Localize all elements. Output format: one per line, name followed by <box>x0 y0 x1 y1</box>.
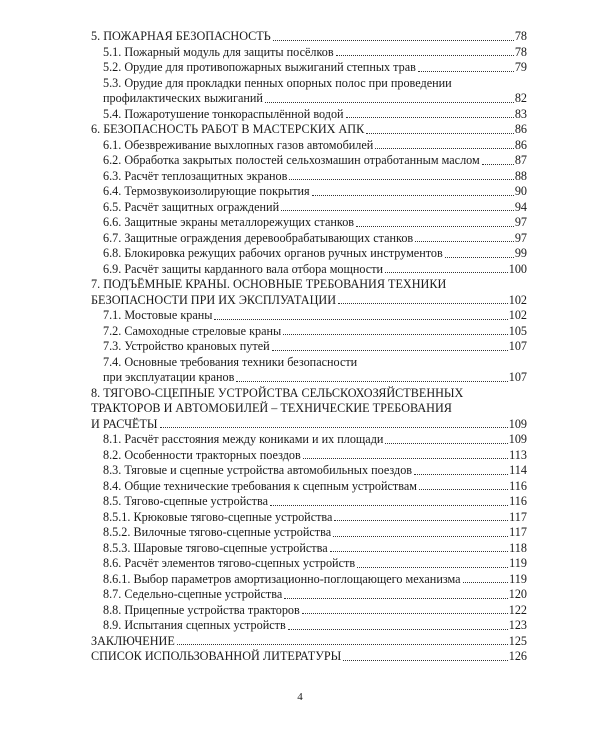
toc-section[interactable] <box>91 169 527 185</box>
toc-entry-title-line: 6.3. Расчёт теплозащитных экранов <box>103 168 288 183</box>
toc-page-number: 86 <box>514 137 527 152</box>
toc-chapter[interactable] <box>91 386 527 433</box>
toc-chapter[interactable] <box>91 277 527 308</box>
dot-leader <box>281 210 514 211</box>
toc-section[interactable] <box>91 494 527 510</box>
toc-section[interactable] <box>91 324 527 340</box>
toc-entry-title-line: 8.6.1. Выбор параметров амортизационно-поглощающего механизма <box>103 571 461 586</box>
dot-leader <box>303 458 508 459</box>
dot-leader <box>385 443 507 444</box>
toc-section[interactable] <box>91 339 527 355</box>
toc-entry-title-line: 6.8. Блокировка режущих рабочих органов ручных инструментов <box>103 246 443 260</box>
toc-page-number: 117 <box>509 525 527 539</box>
dot-leader <box>338 303 508 304</box>
dot-leader <box>343 660 507 661</box>
dot-leader <box>445 257 514 258</box>
toc-page-number: 90 <box>514 184 527 198</box>
toc-page-number: 109 <box>508 432 527 446</box>
toc-entry-title-line: 5.3. Орудие для прокладки пенных опорных полос при проведении <box>103 75 452 90</box>
toc-entry-title-line: 8. ТЯГОВО-СЦЕПНЫЕ УСТРОЙСТВА СЕЛЬСКОХОЗЯЙСТВЕННЫХ <box>91 385 464 400</box>
toc-entry-title-line: 7.2. Самоходные стреловые краны <box>103 323 282 338</box>
toc-entry-title-line: при эксплуатации кранов <box>103 370 235 384</box>
toc-entry-title-line: ЗАКЛЮЧЕНИЕ <box>91 633 175 648</box>
dot-leader <box>336 55 514 56</box>
toc-page-number: 116 <box>509 494 527 508</box>
toc-entry-title-line: 7.4. Основные требования техники безопасности <box>103 354 358 369</box>
toc-entry-title-line: 6.4. Термозвукоизолирующие покрытия <box>103 184 310 198</box>
dot-leader <box>415 241 514 242</box>
toc-section[interactable] <box>91 60 527 76</box>
toc-entry-title-line: 8.5.1. Крюковые тягово-сцепные устройства <box>103 509 333 524</box>
toc-section[interactable] <box>91 448 527 464</box>
dot-leader <box>272 350 508 351</box>
dot-leader <box>236 381 507 382</box>
toc-entry-title-line: 8.8. Прицепные устройства тракторов <box>103 602 300 617</box>
dot-leader <box>283 334 508 335</box>
toc-section[interactable] <box>91 603 527 619</box>
toc-entry-title-line: 5.1. Пожарный модуль для защиты посёлков <box>103 44 334 59</box>
toc-section[interactable] <box>91 184 527 200</box>
toc-page-number: 83 <box>514 106 527 121</box>
toc-page-number: 119 <box>509 571 527 586</box>
dot-leader <box>330 551 509 552</box>
toc-page-number: 126 <box>508 649 527 663</box>
dot-leader <box>270 505 508 506</box>
toc-page-number: 123 <box>508 618 527 632</box>
toc-section[interactable] <box>91 107 527 123</box>
page-number: 4 <box>297 691 303 703</box>
toc-entry-title-line: 7.3. Устройство крановых путей <box>103 339 270 353</box>
toc-entry-title-line: 8.4. Общие технические требования к сцепным устройствам <box>103 478 417 493</box>
toc-page-number: 102 <box>508 292 527 307</box>
dot-leader <box>273 40 514 41</box>
dot-leader <box>177 644 508 645</box>
toc-section[interactable] <box>91 479 527 495</box>
toc-page-number: 105 <box>508 323 527 338</box>
toc-entry-title-line: 8.5.3. Шаровые тягово-сцепные устройства <box>103 540 328 555</box>
table-of-contents <box>91 29 527 665</box>
toc-page-number: 118 <box>509 540 527 555</box>
toc-entry-title-line: 6.5. Расчёт защитных ограждений <box>103 199 280 214</box>
toc-section[interactable] <box>91 246 527 262</box>
toc-page-number: 97 <box>514 230 527 245</box>
toc-entry-title-line: ТРАКТОРОВ И АВТОМОБИЛЕЙ – ТЕХНИЧЕСКИЕ ТРЕБОВАНИЯ <box>91 401 452 415</box>
toc-section[interactable] <box>91 138 527 154</box>
toc-entry-title-line: 8.2. Особенности тракторных поездов <box>103 447 301 462</box>
toc-chapter[interactable] <box>91 29 527 45</box>
toc-page-number: 107 <box>508 339 527 353</box>
toc-section[interactable] <box>91 541 527 557</box>
toc-section[interactable] <box>91 153 527 169</box>
dot-leader <box>333 536 508 537</box>
toc-chapter[interactable] <box>91 649 527 665</box>
toc-page-number: 86 <box>514 122 527 136</box>
dot-leader <box>288 629 508 630</box>
toc-page-number: 87 <box>514 153 527 167</box>
toc-entry-title-line: 6.7. Защитные ограждения деревообрабатывающих станков <box>103 230 414 245</box>
toc-entry-title-line: 8.9. Испытания сцепных устройств <box>103 618 286 632</box>
toc-page-number: 100 <box>508 261 527 276</box>
toc-entry-title-line: 8.5.2. Вилочные тягово-сцепные устройства <box>103 525 332 539</box>
toc-section[interactable] <box>91 463 527 479</box>
dot-leader <box>482 164 514 165</box>
dot-leader <box>414 474 508 475</box>
toc-page-number: 99 <box>514 246 527 260</box>
toc-section[interactable] <box>91 618 527 634</box>
toc-page-number: 79 <box>514 60 527 74</box>
toc-entry-title-line: 6.9. Расчёт защиты карданного вала отбора мощности <box>103 261 384 276</box>
dot-leader <box>312 195 514 196</box>
dot-leader <box>463 582 509 583</box>
toc-section[interactable] <box>91 587 527 603</box>
dot-leader <box>214 319 507 320</box>
toc-section[interactable] <box>91 572 527 588</box>
toc-page-number: 94 <box>514 199 527 214</box>
dot-leader <box>366 133 514 134</box>
toc-page-number: 97 <box>514 215 527 229</box>
toc-section[interactable] <box>91 432 527 448</box>
dot-leader <box>419 489 508 490</box>
toc-section[interactable] <box>91 231 527 247</box>
toc-entry-title-line: 5.4. Пожаротушение тонкораспылённой водой <box>103 106 344 121</box>
toc-entry-title-line: 8.3. Тяговые и сцепные устройства автомобильных поездов <box>103 463 413 477</box>
toc-page-number: 113 <box>509 447 527 462</box>
toc-entry-title-line: 5.2. Орудие для противопожарных выжиганий степных трав <box>103 60 416 74</box>
toc-chapter[interactable] <box>91 634 527 650</box>
toc-page-number: 78 <box>514 44 527 59</box>
toc-section[interactable] <box>91 510 527 526</box>
toc-entry-title-line: 8.5. Тягово-сцепные устройства <box>103 494 268 508</box>
toc-page-number: 109 <box>508 416 527 431</box>
toc-section[interactable] <box>91 556 527 572</box>
dot-leader <box>357 567 508 568</box>
toc-page-number: 107 <box>508 370 527 384</box>
toc-entry-title-line: 7. ПОДЪЁМНЫЕ КРАНЫ. ОСНОВНЫЕ ТРЕБОВАНИЯ ТЕХНИКИ <box>91 277 447 291</box>
toc-entry-title-line: 6.6. Защитные экраны металлорежущих станков <box>103 215 355 229</box>
toc-entry-title-line: 6.1. Обезвреживание выхлопных газов автомобилей <box>103 137 374 152</box>
dot-leader <box>356 226 514 227</box>
toc-entry-title-line: 8.6. Расчёт элементов тягово-сцепных устройств <box>103 556 356 570</box>
toc-entry-title-line: профилактических выжиганий <box>103 91 263 105</box>
toc-page-number: 119 <box>509 556 527 570</box>
toc-entry-title-line: И РАСЧЁТЫ <box>91 416 158 431</box>
dot-leader <box>418 71 514 72</box>
toc-entry-title-line: 5. ПОЖАРНАЯ БЕЗОПАСНОСТЬ <box>91 29 271 43</box>
toc-page-number: 114 <box>509 463 527 477</box>
toc-section[interactable] <box>91 355 527 386</box>
dot-leader <box>302 613 508 614</box>
toc-page-number: 116 <box>509 478 527 493</box>
toc-page-number: 102 <box>508 308 527 322</box>
toc-section[interactable] <box>91 200 527 216</box>
toc-page-number: 78 <box>514 29 527 43</box>
toc-section[interactable] <box>91 262 527 278</box>
dot-leader <box>160 427 508 428</box>
toc-page-number: 120 <box>508 587 527 601</box>
toc-entry-title-line: БЕЗОПАСНОСТИ ПРИ ИХ ЭКСПЛУАТАЦИИ <box>91 292 337 307</box>
toc-page-number: 122 <box>508 602 527 617</box>
toc-section[interactable] <box>91 525 527 541</box>
toc-entry-title-line: 6. БЕЗОПАСНОСТЬ РАБОТ В МАСТЕРСКИХ АПК <box>91 122 365 136</box>
dot-leader <box>346 117 514 118</box>
dot-leader <box>334 520 508 521</box>
dot-leader <box>284 598 507 599</box>
dot-leader <box>265 102 514 103</box>
toc-chapter[interactable] <box>91 122 527 138</box>
toc-entry-title-line: СПИСОК ИСПОЛЬЗОВАННОЙ ЛИТЕРАТУРЫ <box>91 649 342 663</box>
dot-leader <box>289 179 513 180</box>
dot-leader <box>385 272 508 273</box>
toc-page-number: 88 <box>514 168 527 183</box>
toc-section[interactable] <box>91 76 527 107</box>
toc-section[interactable] <box>91 215 527 231</box>
toc-entry-title-line: 6.2. Обработка закрытых полостей сельхозмашин отработанным маслом <box>103 153 480 167</box>
dot-leader <box>375 148 514 149</box>
toc-entry-title-line: 7.1. Мостовые краны <box>103 308 213 322</box>
toc-entry-title-line: 8.7. Седельно-сцепные устройства <box>103 587 283 601</box>
toc-page-number: 117 <box>509 509 527 524</box>
toc-page-number: 82 <box>514 91 527 105</box>
toc-page-number: 125 <box>508 633 527 648</box>
toc-section[interactable] <box>91 45 527 61</box>
toc-entry-title-line: 8.1. Расчёт расстояния между кониками и их площади <box>103 432 384 446</box>
toc-section[interactable] <box>91 308 527 324</box>
